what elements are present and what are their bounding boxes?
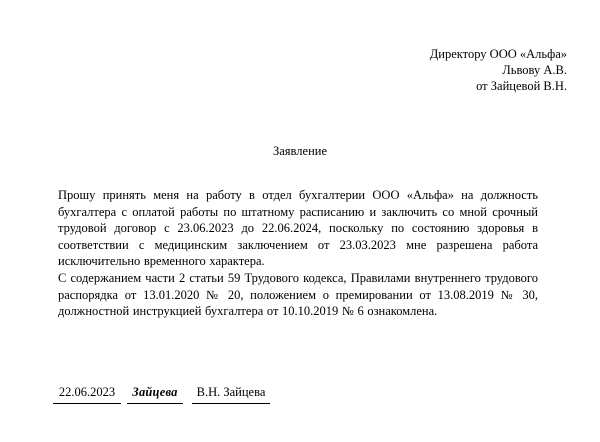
addressee-recipient: Львову А.В. — [502, 63, 567, 77]
addressee-block — [430, 46, 567, 94]
signature-date: 22.06.2023 — [53, 383, 121, 404]
signature-name: В.Н. Зайцева — [192, 383, 270, 404]
addressee-sender: от Зайцевой В.Н. — [476, 79, 567, 93]
document-title: Заявление — [272, 144, 327, 158]
acknowledgement-paragraph: С содержанием части 2 статьи 59 Трудового кодекса, Правилами внутреннего трудового распорядка от 13.01.2020 № 20, положением о премировании от 13.08.2019 № 30, должностной инструкцией бухгалтера от 10.10.2019 № 6 ознакомлена. — [58, 271, 538, 318]
addressee-position: Директору ООО «Альфа» — [429, 47, 567, 61]
signature-row — [0, 383, 600, 405]
request-paragraph: Прошу принять меня на работу в отдел бухгалтерии ООО «Альфа» на должность бухгалтера с оплатой работы по штатному расписанию и заключить со мной срочный трудовой договор с 23.06.2023 до 22.06.2024, поскольку по состоянию здоровья в соответствии с медицинским заключением от 23.03.2023 мне разрешена работа исключительно временного характера. — [58, 188, 538, 268]
handwritten-signature: Зайцева — [127, 383, 183, 404]
